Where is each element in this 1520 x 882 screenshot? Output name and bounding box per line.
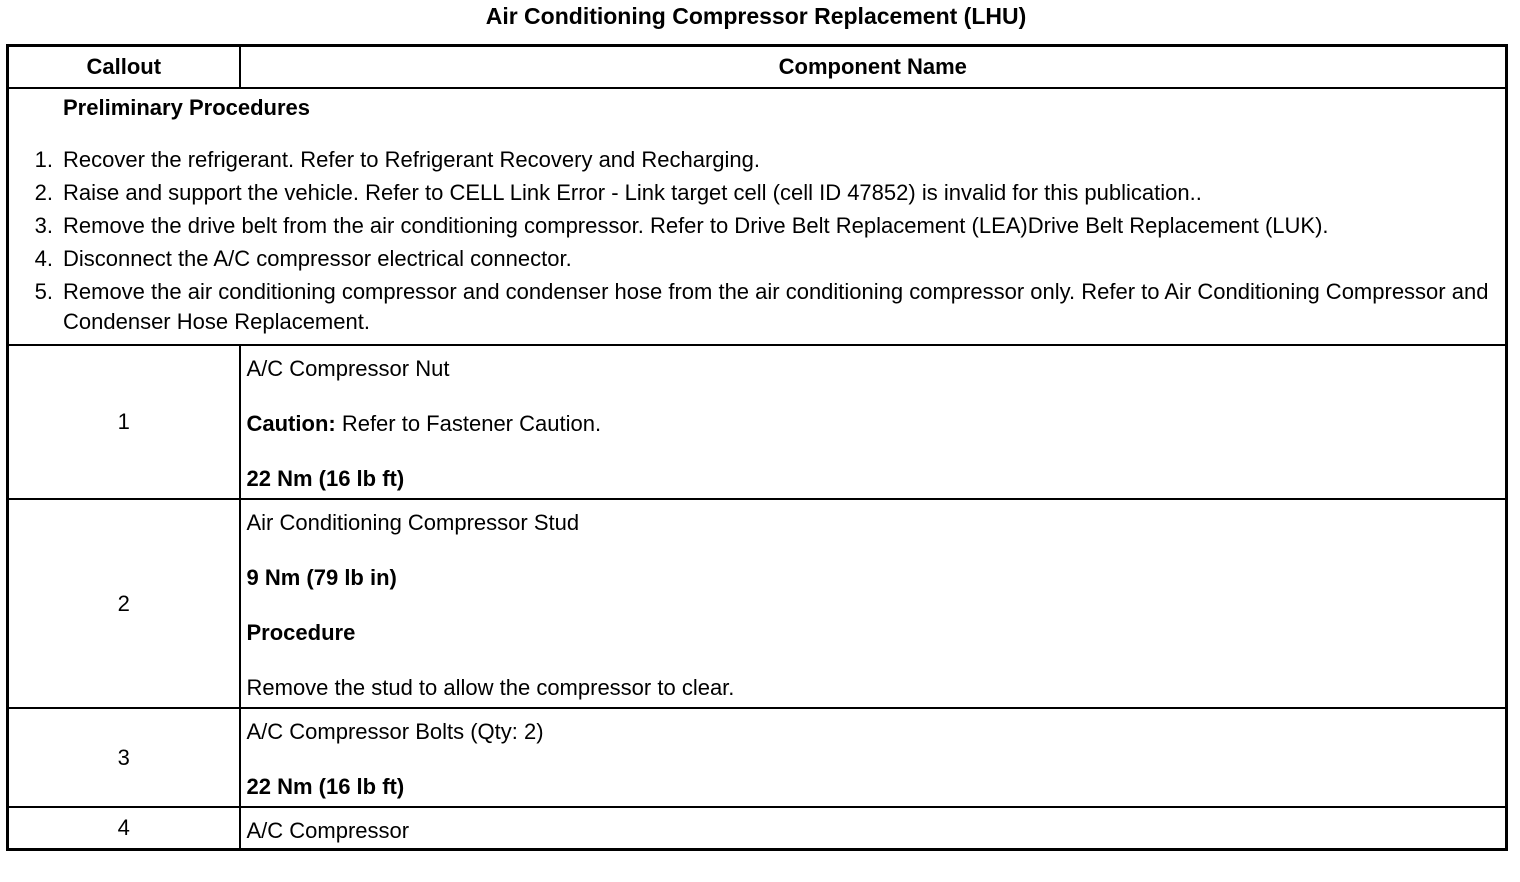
step-item <box>9 145 1493 175</box>
preliminary-steps <box>9 145 1493 337</box>
preliminary-row <box>8 88 1507 345</box>
torque-spec: 9 Nm (79 lb in) <box>246 565 397 590</box>
caution-note <box>247 409 1500 439</box>
table-row <box>8 345 1507 499</box>
component-name: A/C Compressor Nut <box>246 356 450 381</box>
step-text: Remove the air conditioning compressor and condenser hose from the air conditioning compressor only. Refer to Air Conditioning Compressor and Condenser Hose Replacement. <box>63 279 1489 334</box>
step-item <box>9 244 1493 274</box>
step-item <box>9 211 1493 241</box>
step-text: Recover the refrigerant. Refer to Refrigerant Recovery and Recharging. <box>63 147 761 172</box>
procedure-text: Remove the stud to allow the compressor to clear. <box>246 675 735 700</box>
procedure-table <box>6 44 1508 851</box>
preliminary-heading: Preliminary Procedures <box>63 95 311 120</box>
header-callout: Callout <box>8 46 240 89</box>
component-name: Air Conditioning Compressor Stud <box>246 510 580 535</box>
table-row <box>8 499 1507 708</box>
step-number: 4. <box>34 246 53 271</box>
callout-cell: 2 <box>8 499 240 708</box>
page-title: Air Conditioning Compressor Replacement (LHU) <box>485 3 1027 29</box>
header-component-name: Component Name <box>240 46 1507 89</box>
step-text: Disconnect the A/C compressor electrical connector. <box>63 246 572 271</box>
torque-spec: 22 Nm (16 lb ft) <box>246 466 405 491</box>
caution-text: Refer to Fastener Caution. <box>335 411 602 436</box>
caution-label: Caution: <box>246 411 336 436</box>
component-name: A/C Compressor Bolts (Qty: 2) <box>246 719 544 744</box>
torque-spec: 22 Nm (16 lb ft) <box>246 774 405 799</box>
step-item <box>9 178 1493 208</box>
component-cell <box>240 807 1507 850</box>
step-text: Raise and support the vehicle. Refer to CELL Link Error - Link target cell (cell ID 47852) is invalid for this publication.. <box>63 180 1202 205</box>
component-cell <box>240 345 1507 499</box>
step-number: 5. <box>34 279 53 304</box>
preliminary-cell <box>8 88 1507 345</box>
table-row <box>8 807 1507 850</box>
component-cell <box>240 499 1507 708</box>
table-header-row <box>8 46 1507 89</box>
component-cell <box>240 708 1507 807</box>
callout-cell: 3 <box>8 708 240 807</box>
component-name: A/C Compressor <box>246 818 410 843</box>
callout-cell: 4 <box>8 807 240 850</box>
step-number: 1. <box>34 147 53 172</box>
step-item <box>9 277 1493 337</box>
step-number: 2. <box>34 180 53 205</box>
step-text: Remove the drive belt from the air conditioning compressor. Refer to Drive Belt Replacement (LEA)Drive Belt Replacement (LUK). <box>63 213 1329 238</box>
procedure-label: Procedure <box>246 620 356 645</box>
table-row <box>8 708 1507 807</box>
step-number: 3. <box>34 213 53 238</box>
callout-cell: 1 <box>8 345 240 499</box>
